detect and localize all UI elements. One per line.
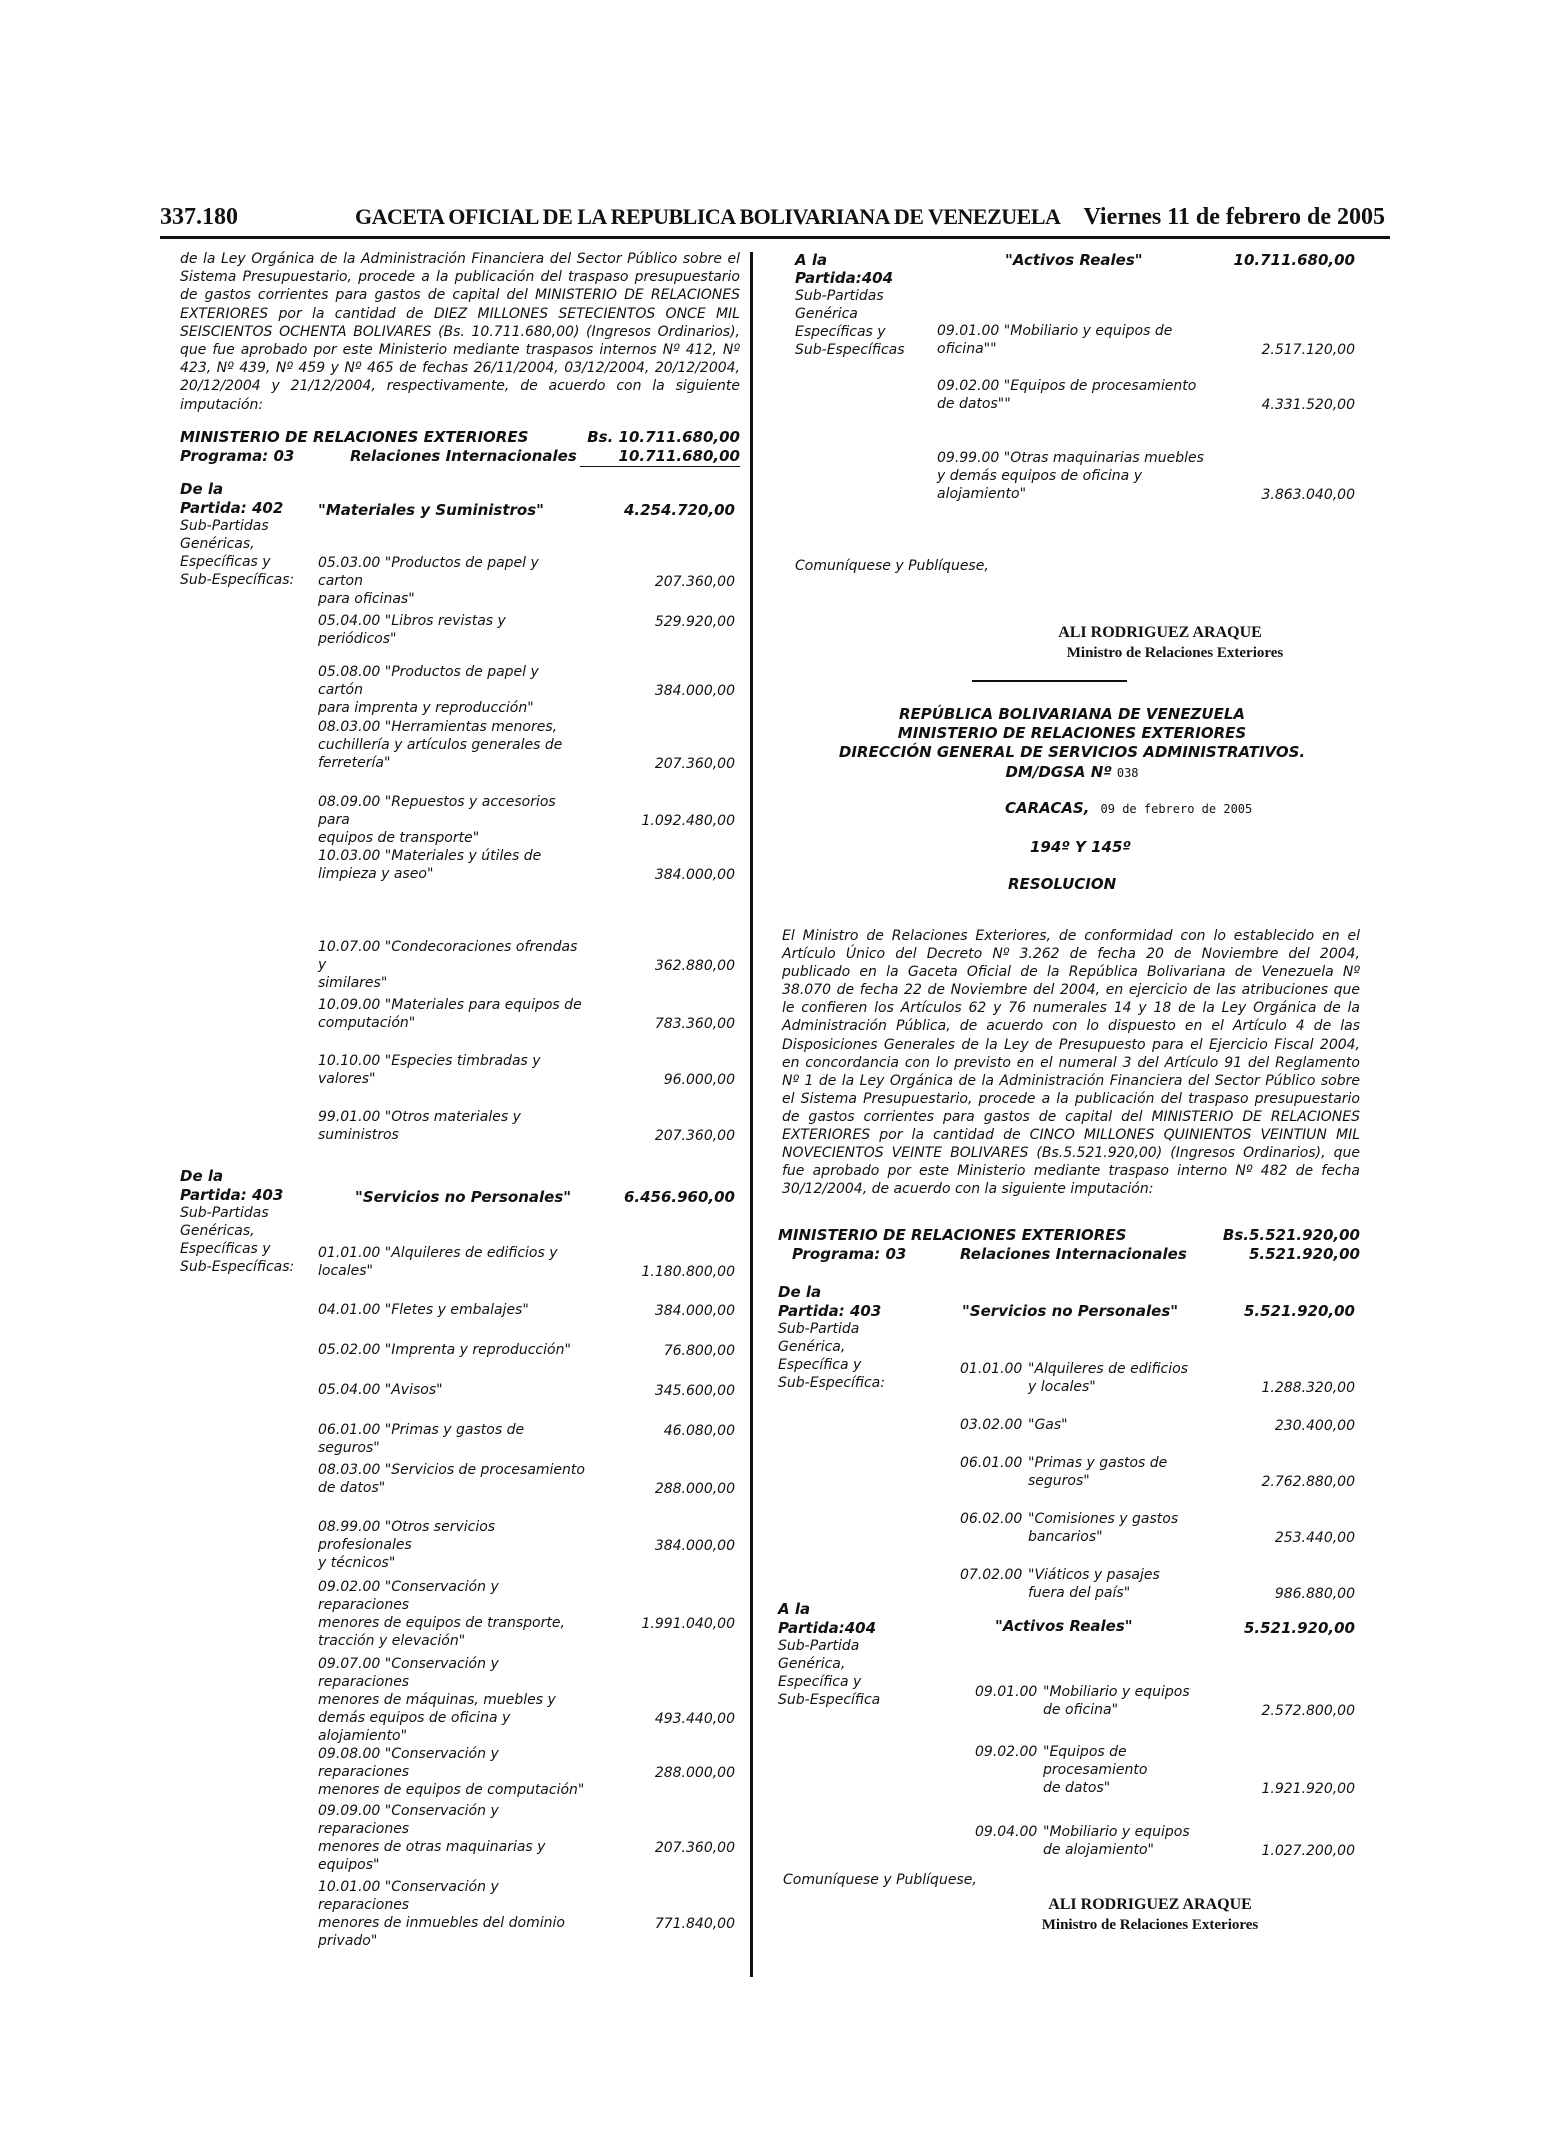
item-code: 07.02.00 <box>960 1567 1023 1583</box>
rt-amount: 10.711.680,00 <box>1233 251 1355 269</box>
line-item <box>318 1421 588 1457</box>
line-item <box>318 663 588 717</box>
line-item <box>318 847 588 883</box>
line-item <box>318 1655 588 1745</box>
res-partida-403: Partida: 403 <box>778 1302 882 1320</box>
item-description-line: "Mobiliario y equipos <box>1043 1824 1190 1840</box>
item-description-line: y técnicos" <box>318 1555 396 1571</box>
res-signer-title: Ministro de Relaciones Exteriores <box>1041 1917 1259 1933</box>
item-description-line: alojamiento" <box>937 486 1027 502</box>
line-item <box>318 1578 588 1650</box>
item-description-line: 06.01.00 "Primas y gastos de seguros" <box>318 1422 525 1456</box>
rt-a-la: A la <box>795 251 828 269</box>
res-republic: REPÚBLICA BOLIVARIANA DE VENEZUELA <box>898 705 1246 723</box>
item-description-line: 10.07.00 "Condecoraciones ofrendas y <box>318 939 578 973</box>
res-program-amount: 5.521.920,00 <box>1248 1245 1360 1263</box>
item-description-line: 09.07.00 "Conservación y reparaciones <box>318 1656 499 1690</box>
item-description-line: 05.04.00 "Libros revistas y periódicos" <box>318 613 506 647</box>
item-amount: 493.440,00 <box>654 1711 735 1727</box>
item-description-line: 09.02.00 "Equipos de procesamiento <box>937 378 1197 394</box>
item-description-line: de datos"" <box>937 396 1011 412</box>
item-amount: 2.762.880,00 <box>1261 1474 1355 1490</box>
line-item <box>318 612 588 648</box>
line-item <box>318 1518 588 1572</box>
item-description-line: 09.99.00 "Otras maquinarias muebles <box>937 450 1204 466</box>
item-code: 06.02.00 <box>960 1511 1023 1527</box>
item-amount: 771.840,00 <box>654 1916 735 1932</box>
res-place-date: CARACAS, 09 de febrero de 2005 <box>1005 799 1253 817</box>
line-item <box>318 1341 588 1359</box>
item-description-line: "Comisiones y gastos <box>1028 1511 1179 1527</box>
item-amount: 230.400,00 <box>1274 1418 1355 1434</box>
res-ministry: MINISTERIO DE RELACIONES EXTERIORES <box>897 724 1247 742</box>
line-item <box>960 1416 1220 1434</box>
line-item <box>318 554 588 608</box>
partida-403-amount: 6.456.960,00 <box>623 1188 735 1206</box>
item-description-line: fuera del país" <box>1028 1585 1131 1601</box>
item-description-line: suministros <box>318 1127 399 1143</box>
item-description-line: para imprenta y reproducción" <box>318 700 534 716</box>
res-years: 194º Y 145º <box>1030 838 1131 856</box>
left-partida-403: Partida: 403 <box>180 1186 284 1204</box>
item-description-line: "Alquileres de edificios <box>1028 1361 1189 1377</box>
line-item <box>318 1802 588 1874</box>
res-sub-labels-404: Sub-Partida Genérica, Específica y Sub-Específica <box>778 1638 881 1708</box>
item-description-line: para oficinas" <box>318 591 415 607</box>
res-ref: DM/DGSA Nº 038 <box>1005 763 1139 781</box>
item-description-line: oficina"" <box>937 341 997 357</box>
header-rule <box>160 236 1390 239</box>
res-ministry-amount: Bs.5.521.920,00 <box>1222 1226 1360 1244</box>
item-description-line: 08.09.00 "Repuestos y accesorios para <box>318 794 556 828</box>
rt-partida-404: Partida:404 <box>795 269 894 287</box>
rt-signer-name: ALI RODRIGUEZ ARAQUE <box>1058 624 1262 641</box>
item-description-line: computación" <box>318 1015 416 1031</box>
item-description-line: equipos de transporte" <box>318 830 480 846</box>
line-item <box>937 449 1207 503</box>
line-item <box>960 1454 1220 1490</box>
item-description-line: alojamiento" <box>318 1728 408 1744</box>
left-de-la-2: De la <box>180 1167 224 1185</box>
line-item <box>318 1244 588 1280</box>
res-closing: Comuníquese y Publíquese, <box>783 1872 977 1888</box>
rt-sub-labels: Sub-Partidas Genérica Específicas y Sub-Específicas <box>795 288 905 358</box>
line-item <box>960 1566 1220 1602</box>
left-program-amount: 10.711.680,00 <box>618 447 740 465</box>
item-amount: 4.331.520,00 <box>1261 397 1355 413</box>
res-partida-403-amount: 5.521.920,00 <box>1243 1302 1355 1320</box>
line-item <box>960 1510 1220 1546</box>
item-description-line: equipos" <box>318 1857 380 1873</box>
res-ministry-line: MINISTERIO DE RELACIONES EXTERIORES <box>778 1226 1127 1244</box>
item-description-line: limpieza y aseo" <box>318 866 434 882</box>
page-number: 337.180 <box>160 204 238 230</box>
item-description-line: 08.03.00 "Servicios de procesamiento <box>318 1462 585 1478</box>
item-description-line: procesamiento <box>1043 1762 1148 1778</box>
line-item <box>318 1381 588 1399</box>
item-code: 09.04.00 <box>975 1824 1038 1840</box>
item-description-line: 10.01.00 "Conservación y reparaciones <box>318 1879 499 1913</box>
item-description-line: 10.09.00 "Materiales para equipos de <box>318 997 582 1013</box>
item-amount: 345.600,00 <box>654 1383 735 1399</box>
line-item <box>975 1823 1225 1859</box>
partida-403-title: "Servicios no Personales" <box>355 1188 572 1206</box>
line-item <box>318 718 588 772</box>
section-separator <box>972 680 1127 682</box>
left-program: Programa: 03 <box>180 447 295 465</box>
item-amount: 46.080,00 <box>663 1423 735 1439</box>
item-description-line: 05.08.00 "Productos de papel y cartón <box>318 664 539 698</box>
line-item <box>318 1878 588 1950</box>
item-amount: 783.360,00 <box>654 1016 735 1032</box>
item-description-line: 99.01.00 "Otros materiales y <box>318 1109 521 1125</box>
res-program: Programa: 03 <box>792 1245 907 1263</box>
item-description-line: 05.02.00 "Imprenta y reproducción" <box>318 1342 571 1358</box>
item-amount: 362.880,00 <box>654 958 735 974</box>
item-description-line: 04.01.00 "Fletes y embalajes" <box>318 1302 529 1318</box>
item-description-line: menores de máquinas, muebles y <box>318 1692 556 1708</box>
column-divider <box>750 252 753 1977</box>
res-heading: RESOLUCION <box>1008 875 1117 893</box>
item-description-line: 09.09.00 "Conservación y reparaciones <box>318 1803 499 1837</box>
item-description-line: 10.10.00 "Especies timbradas y <box>318 1053 541 1069</box>
res-signer-name: ALI RODRIGUEZ ARAQUE <box>1048 1896 1252 1913</box>
item-amount: 288.000,00 <box>654 1765 735 1781</box>
item-code: 06.01.00 <box>960 1455 1023 1471</box>
item-amount: 529.920,00 <box>654 614 735 630</box>
line-item <box>318 793 588 847</box>
left-sub-labels-1: Sub-Partidas Genéricas, Específicas y Sub-Específicas: <box>180 518 295 588</box>
item-description-line: y locales" <box>1028 1379 1096 1395</box>
item-amount: 207.360,00 <box>654 756 735 772</box>
item-amount: 207.360,00 <box>654 1840 735 1856</box>
item-amount: 3.863.040,00 <box>1261 487 1355 503</box>
left-de-la-1: De la <box>180 480 224 498</box>
item-description-line: de alojamiento" <box>1043 1842 1154 1858</box>
line-item <box>318 1052 588 1088</box>
item-description-line: 09.08.00 "Conservación y reparaciones <box>318 1746 499 1780</box>
item-description-line: 08.03.00 "Herramientas menores, <box>318 719 558 735</box>
item-description-line: similares" <box>318 975 388 991</box>
item-amount: 1.991.040,00 <box>641 1616 735 1632</box>
program-underline <box>580 466 740 467</box>
line-item <box>318 996 588 1032</box>
item-description-line: 05.04.00 "Avisos" <box>318 1382 443 1398</box>
res-partida-403-title: "Servicios no Personales" <box>962 1302 1179 1320</box>
item-amount: 207.360,00 <box>654 574 735 590</box>
item-amount: 384.000,00 <box>654 867 735 883</box>
item-amount: 1.092.480,00 <box>641 813 735 829</box>
item-description-line: menores de equipos de computación" <box>318 1782 585 1798</box>
item-code: 01.01.00 <box>960 1361 1023 1377</box>
item-description-line: demás equipos de oficina y <box>318 1710 511 1726</box>
item-description-line: "Primas y gastos de <box>1028 1455 1168 1471</box>
item-description-line: menores de equipos de transporte, <box>318 1615 565 1631</box>
res-de-la: De la <box>778 1283 822 1301</box>
res-partida-404: Partida:404 <box>778 1619 877 1637</box>
item-description-line: 05.03.00 "Productos de papel y carton <box>318 555 539 589</box>
line-item <box>318 1745 588 1799</box>
item-amount: 1.027.200,00 <box>1261 1843 1355 1859</box>
item-description-line: tracción y elevación" <box>318 1633 466 1649</box>
item-amount: 986.880,00 <box>1274 1586 1355 1602</box>
item-amount: 1.921.920,00 <box>1261 1781 1355 1797</box>
line-item <box>937 377 1207 413</box>
res-partida-404-amount: 5.521.920,00 <box>1243 1619 1355 1637</box>
res-body: El Ministro de Relaciones Exteriores, de conformidad con lo establecido en el Artículo Único del Decreto Nº 3.262 de fecha 20 de Noviembre del 2004, publicado en la Gaceta Oficial de la República Bolivariana de Venezuela Nº 38.070 de fecha 22 de Noviembre del 2004, en ejercicio de las atribuciones que le confieren los Artículos 62 y 76 numerales 14 y 18 de la Ley Orgánica de la Administración Pública, de acuerdo con lo dispuesto en el Artículo 4 de las Disposiciones Generales de la Ley de Presupuesto para el Ejercicio Fiscal 2004, en concordancia con lo previsto en el numeral 3 del Artículo 91 del Reglamento Nº 1 de la Ley Orgánica de la Administración Financiera del Sector Público sobre el Sistema Presupuestario, procede a la publicación del traspaso presupuestario de gastos corrientes para gastos de capital del MINISTERIO DE RELACIONES EXTERIORES por la cantidad de CINCO MILLONES QUINIENTOS VEINTIUN MIL NOVECIENTOS VEINTE BOLIVARES (Bs.5.521.920,00) (Ingresos Ordinarios), que fue aprobado por este Ministerio mediante traspaso interno Nº 482 de fecha 30/12/2004, de acuerdo con la siguiente imputación: <box>782 928 1360 1198</box>
item-description-line: de datos" <box>1043 1780 1111 1796</box>
item-amount: 384.000,00 <box>654 1538 735 1554</box>
item-amount: 2.572.800,00 <box>1261 1703 1355 1719</box>
issue-date: Viernes 11 de febrero de 2005 <box>1083 204 1385 230</box>
left-ministry-line: MINISTERIO DE RELACIONES EXTERIORES <box>180 428 529 446</box>
res-a-la: A la <box>778 1600 811 1618</box>
item-amount: 1.288.320,00 <box>1261 1380 1355 1396</box>
item-description-line: ferretería" <box>318 755 391 771</box>
item-description-line: privado" <box>318 1933 378 1949</box>
item-description-line: y demás equipos de oficina y <box>937 468 1142 484</box>
item-description-line: de datos" <box>318 1480 386 1496</box>
item-description-line: locales" <box>318 1263 373 1279</box>
rt-title: "Activos Reales" <box>1005 251 1143 269</box>
item-amount: 253.440,00 <box>1274 1530 1355 1546</box>
item-amount: 1.180.800,00 <box>641 1264 735 1280</box>
left-sub-labels-2: Sub-Partidas Genéricas, Específicas y Sub-Específicas: <box>180 1205 295 1275</box>
item-description-line: 01.01.00 "Alquileres de edificios y <box>318 1245 558 1261</box>
line-item <box>937 322 1207 358</box>
item-description-line: 09.02.00 "Conservación y reparaciones <box>318 1579 499 1613</box>
item-amount: 76.800,00 <box>663 1343 735 1359</box>
item-amount: 288.000,00 <box>654 1481 735 1497</box>
line-item <box>975 1743 1225 1797</box>
item-description-line: seguros" <box>1028 1473 1090 1489</box>
res-program-name: Relaciones Internacionales <box>960 1245 1187 1263</box>
item-description-line: de oficina" <box>1043 1702 1119 1718</box>
item-amount: 384.000,00 <box>654 1303 735 1319</box>
item-code: 03.02.00 <box>960 1417 1023 1433</box>
item-description-line: "Mobiliario y equipos <box>1043 1684 1190 1700</box>
item-description-line: menores de inmuebles del dominio <box>318 1915 565 1931</box>
line-item <box>960 1360 1220 1396</box>
page-header <box>160 204 1385 234</box>
gazette-title: GACETA OFICIAL DE LA REPUBLICA BOLIVARIANA DE VENEZUELA <box>355 204 1061 229</box>
item-amount: 207.360,00 <box>654 1128 735 1144</box>
rt-signer-title: Ministro de Relaciones Exteriores <box>1066 645 1284 661</box>
rt-closing: Comuníquese y Publíquese, <box>795 558 989 574</box>
item-amount: 96.000,00 <box>663 1072 735 1088</box>
left-ministry-amount: Bs. 10.711.680,00 <box>587 428 740 446</box>
line-item <box>318 1108 588 1144</box>
item-description-line: menores de otras maquinarias y <box>318 1839 546 1855</box>
item-description-line: valores" <box>318 1071 376 1087</box>
left-intro-paragraph: de la Ley Orgánica de la Administración Financiera del Sector Público sobre el Sistema Presupuestario, procede a la publicación del traspaso presupuestario de gastos corrientes para gastos de capital del MINISTERIO DE RELACIONES EXTERIORES por la cantidad de DIEZ MILLONES SETECIENTOS ONCE MIL SEISCIENTOS OCHENTA BOLIVARES (Bs. 10.711.680,00) (Ingresos Ordinarios), que fue aprobado por este Ministerio mediante traspasos internos Nº 412, Nº 423, Nº 439, Nº 459 y Nº 465 de fechas 26/11/2004, 03/12/2004, 20/12/2004, 20/12/2004 y 21/12/2004, respectivamente, de acuerdo con la siguiente imputación: <box>180 251 740 413</box>
left-program-name: Relaciones Internacionales <box>350 447 577 465</box>
item-code: 09.01.00 <box>975 1684 1038 1700</box>
partida-402-amount: 4.254.720,00 <box>623 501 735 519</box>
partida-402-title: "Materiales y Suministros" <box>318 501 544 519</box>
res-partida-404-title: "Activos Reales" <box>995 1617 1133 1635</box>
item-description-line: 08.99.00 "Otros servicios profesionales <box>318 1519 496 1553</box>
item-amount: 384.000,00 <box>654 683 735 699</box>
item-description-line: "Gas" <box>1028 1417 1068 1433</box>
item-code: 09.02.00 <box>975 1744 1038 1760</box>
item-description-line: "Equipos de <box>1043 1744 1127 1760</box>
res-sub-labels-403: Sub-Partida Genérica, Específica y Sub-Específica: <box>778 1321 885 1391</box>
line-item <box>318 1301 588 1319</box>
item-description-line: bancarios" <box>1028 1529 1103 1545</box>
item-description-line: 09.01.00 "Mobiliario y equipos de <box>937 323 1173 339</box>
left-partida-402: Partida: 402 <box>180 499 284 517</box>
res-direction: DIRECCIÓN GENERAL DE SERVICIOS ADMINISTRATIVOS. <box>838 743 1306 761</box>
item-amount: 2.517.120,00 <box>1261 342 1355 358</box>
line-item <box>975 1683 1225 1719</box>
item-description-line: "Viáticos y pasajes <box>1028 1567 1160 1583</box>
line-item <box>318 1461 588 1497</box>
item-description-line: 10.03.00 "Materiales y útiles de <box>318 848 542 864</box>
line-item <box>318 938 588 992</box>
item-description-line: cuchillería y artículos generales de <box>318 737 563 753</box>
